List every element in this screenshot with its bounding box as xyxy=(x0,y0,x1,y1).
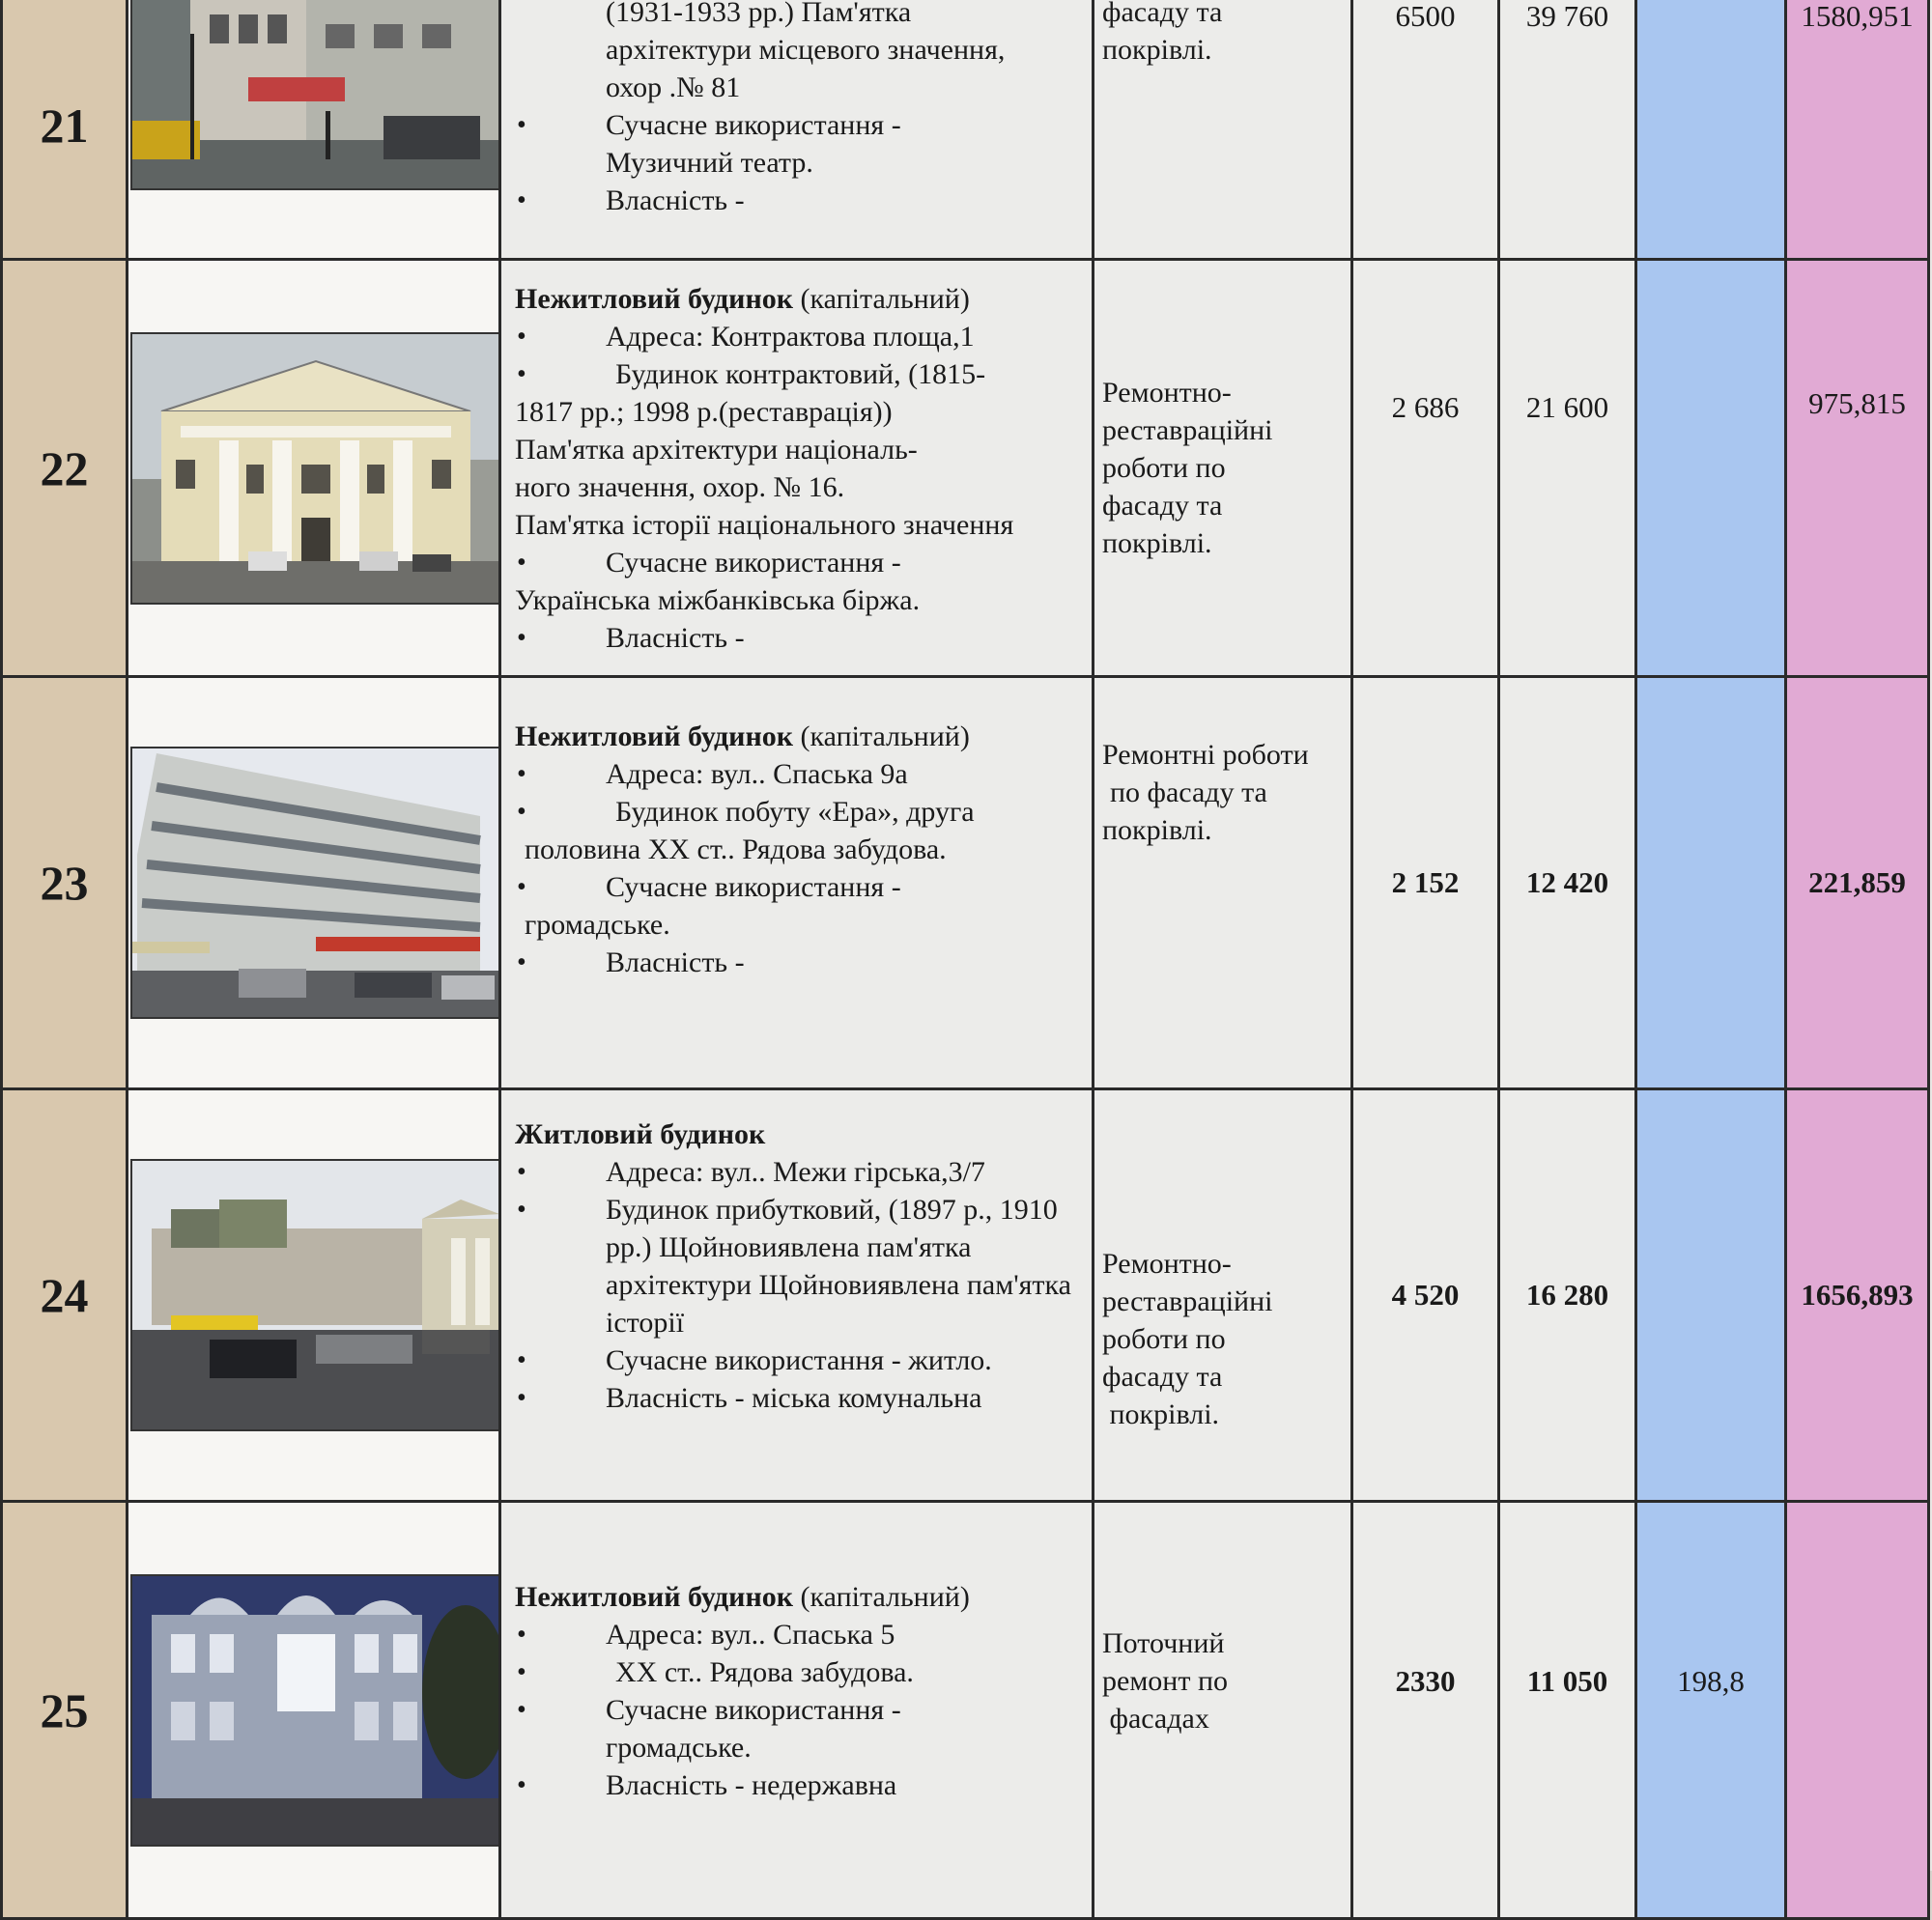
cost-value xyxy=(1786,1502,1929,1919)
desc-line: 1817 рр.; 1998 р.(реставрація)) xyxy=(515,395,893,428)
volume-value: 12 420 xyxy=(1499,677,1636,1089)
contract-house-photo xyxy=(130,332,500,605)
list-item: • Адреса: вул.. Спаська 5 xyxy=(515,1616,1092,1653)
works-cell xyxy=(1094,677,1352,1089)
photo-cell xyxy=(128,677,500,1089)
works-line: Ремонтні роботи xyxy=(1102,739,1309,771)
list-item: • Адреса: вул.. Спаська 9а xyxy=(515,755,1092,793)
works-line: роботи по xyxy=(1102,452,1226,484)
bullet-list xyxy=(515,944,1092,981)
row-title: Нежитловий будинок (капітальний) xyxy=(515,1580,970,1613)
works-line: фасаду та xyxy=(1102,0,1223,28)
residential-building-photo xyxy=(130,1159,500,1431)
list-item: • Сучасне використання - житло. xyxy=(515,1341,1092,1379)
works-line: покрівлі. xyxy=(1102,1398,1220,1430)
blue-column-value xyxy=(1636,260,1786,677)
description-cell xyxy=(500,1089,1094,1502)
list-item: • Власність - недержавна xyxy=(515,1766,1092,1804)
area-value: 4 520 xyxy=(1352,1089,1499,1502)
photo-cell xyxy=(128,260,500,677)
volume-value: 39 760 xyxy=(1499,0,1636,260)
cost-value: 1656,893 xyxy=(1786,1089,1929,1502)
row-number: 23 xyxy=(2,677,128,1089)
works-line: покрівлі. xyxy=(1102,34,1212,66)
row-title: Житловий будинок xyxy=(515,1118,766,1150)
desc-line: Українська міжбанківська біржа. xyxy=(515,583,921,616)
blue-column-value xyxy=(1636,1089,1786,1502)
cost-value: 221,859 xyxy=(1786,677,1929,1089)
desc-line: половина XX ст.. Рядова забудова. xyxy=(525,833,947,865)
table-row xyxy=(2,260,1929,677)
works-line: ремонт по xyxy=(1102,1665,1229,1697)
volume-value: 21 600 xyxy=(1499,260,1636,677)
desc-line: громадське. xyxy=(525,908,670,941)
blue-column-value xyxy=(1636,0,1786,260)
list-item: • Сучасне використання - xyxy=(515,868,1092,906)
bullet-list xyxy=(515,755,1092,831)
music-theatre-photo xyxy=(130,0,500,190)
blue-column-value: 198,8 xyxy=(1636,1502,1786,1919)
desc-line: архітектури місцевого значення, xyxy=(606,34,1006,66)
works-line: фасаду та xyxy=(1102,490,1223,522)
list-item: • Будинок побуту «Ера», друга xyxy=(515,793,1092,831)
list-item: • XX ст.. Рядова забудова. xyxy=(515,1653,1092,1691)
list-item: • Адреса: Контрактова площа,1 xyxy=(515,318,1092,355)
works-line: реставраційні xyxy=(1102,1285,1273,1317)
era-building-photo xyxy=(130,747,500,1019)
desc-line: Пам'ятка архітектури національ- xyxy=(515,433,918,466)
list-item: • Сучасне використання - Музичний театр. xyxy=(515,106,1092,182)
works-cell xyxy=(1094,260,1352,677)
bullet-list xyxy=(515,868,1092,906)
list-item: • Сучасне використання - громадське. xyxy=(515,1691,1092,1766)
list-item: • Власність - xyxy=(515,182,1092,219)
bullet-list xyxy=(515,619,1092,657)
list-item: • Адреса: вул.. Межи гірська,3/7 xyxy=(515,1153,1092,1191)
works-line: покрівлі. xyxy=(1102,527,1212,559)
row-title: Нежитловий будинок (капітальний) xyxy=(515,282,970,315)
list-item: • Власність - xyxy=(515,944,1092,981)
row-title: Нежитловий будинок (капітальний) xyxy=(515,720,970,752)
description-cell xyxy=(500,677,1094,1089)
list-item: • Будинок контрактовий, (1815- xyxy=(515,355,1092,393)
works-line: Ремонтно- xyxy=(1102,1247,1232,1280)
spaska-building-photo xyxy=(130,1574,500,1847)
cost-value: 1580,951 xyxy=(1786,0,1929,260)
row-number: 22 xyxy=(2,260,128,677)
area-value: 2 152 xyxy=(1352,677,1499,1089)
area-value: 2330 xyxy=(1352,1502,1499,1919)
works-line: Поточний xyxy=(1102,1627,1225,1659)
works-line: фасадах xyxy=(1102,1703,1209,1735)
photo-cell xyxy=(128,0,500,260)
works-line: по фасаду та xyxy=(1110,776,1267,808)
desc-line: Пам'ятка історії національного значення xyxy=(515,508,1014,541)
row-number: 25 xyxy=(2,1502,128,1919)
volume-value: 11 050 xyxy=(1499,1502,1636,1919)
list-item: • Сучасне використання - xyxy=(515,544,1092,581)
photo-cell xyxy=(128,1089,500,1502)
blue-column-value xyxy=(1636,677,1786,1089)
works-line: реставраційні xyxy=(1102,414,1273,446)
works-cell xyxy=(1094,1089,1352,1502)
works-line: Ремонтно- xyxy=(1102,377,1232,409)
bullet-list xyxy=(515,318,1092,393)
description-cell xyxy=(500,0,1094,260)
cost-value: 975,815 xyxy=(1786,260,1929,677)
row-number: 21 xyxy=(2,0,128,260)
table-row xyxy=(2,1089,1929,1502)
desc-line: ного значення, охор. № 16. xyxy=(515,470,845,503)
bullet-list xyxy=(515,1616,1092,1804)
list-item: • Будинок прибутковий, (1897 р., 1910 рр.) Щойновиявлена пам'ятка архітектури Щойновиявлена пам'ятка історії xyxy=(515,1191,1092,1341)
works-line: роботи по xyxy=(1102,1322,1226,1355)
volume-value: 16 280 xyxy=(1499,1089,1636,1502)
table-row xyxy=(2,677,1929,1089)
table-row xyxy=(2,0,1929,260)
list-item: • Власність - xyxy=(515,619,1092,657)
works-cell xyxy=(1094,1502,1352,1919)
description-cell xyxy=(500,260,1094,677)
bullet-list xyxy=(515,544,1092,581)
list-item: • Власність - міська комунальна xyxy=(515,1379,1092,1417)
area-value: 2 686 xyxy=(1352,260,1499,677)
area-value: 6500 xyxy=(1352,0,1499,260)
desc-line: охор .№ 81 xyxy=(606,71,741,103)
desc-line: (1931-1933 рр.) Пам'ятка xyxy=(606,0,912,28)
row-number: 24 xyxy=(2,1089,128,1502)
bullet-list xyxy=(515,1153,1092,1417)
works-cell xyxy=(1094,0,1352,260)
photo-cell xyxy=(128,1502,500,1919)
bullet-list xyxy=(515,106,1092,219)
works-line: покрівлі. xyxy=(1102,814,1212,846)
description-cell xyxy=(500,1502,1094,1919)
works-line: фасаду та xyxy=(1102,1360,1223,1393)
table-row xyxy=(2,1502,1929,1919)
